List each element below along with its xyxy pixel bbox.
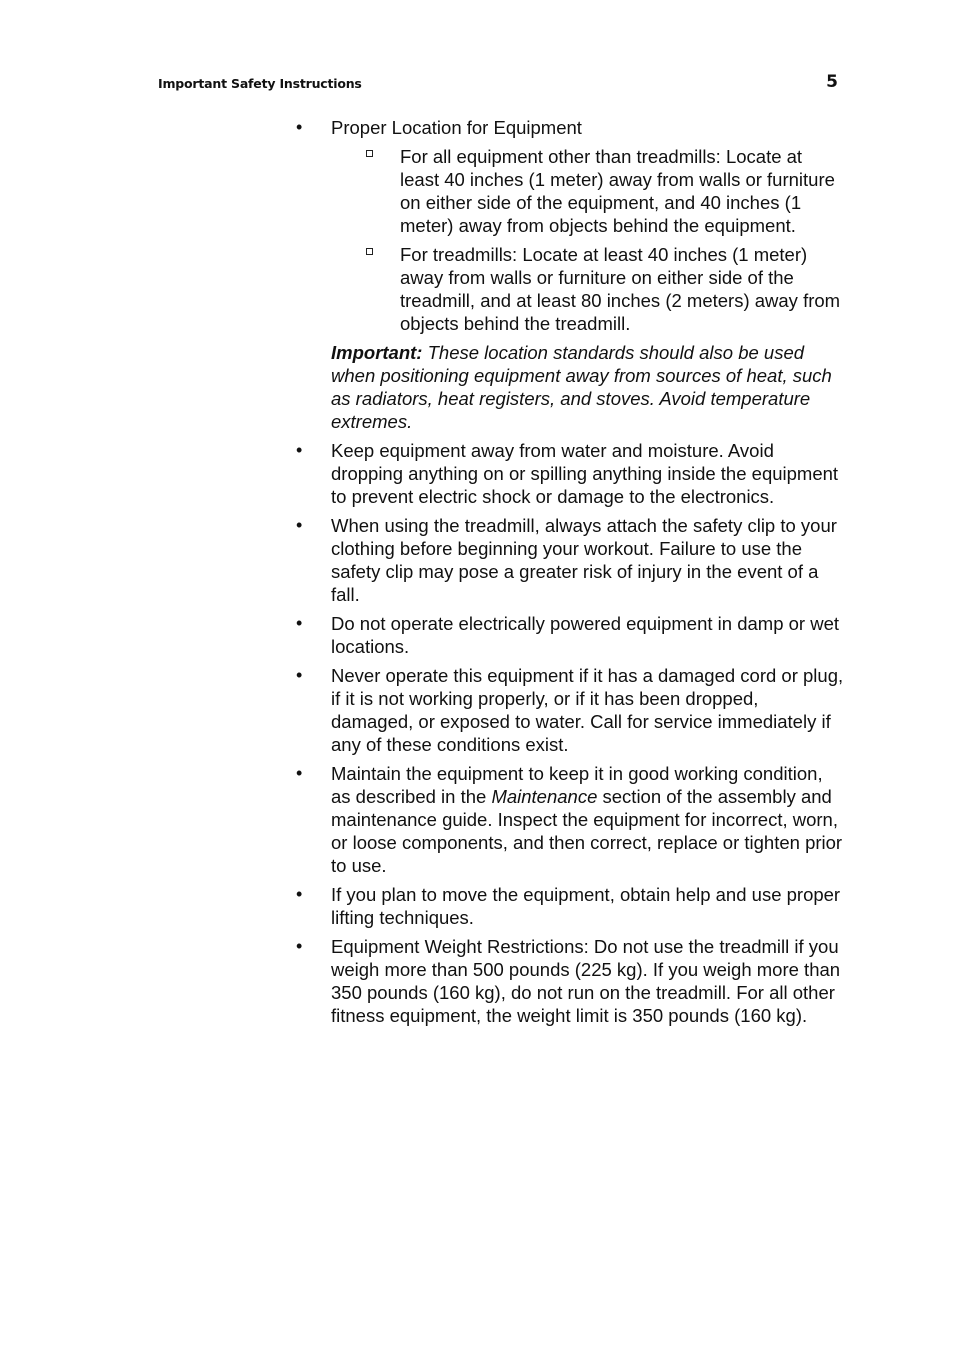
bullet-damp bbox=[294, 612, 844, 658]
sub-item-text: For all equipment other than treadmills: Locate at least 40 inches (1 meter) away from walls or furniture on either side of the equipment, and 40 inches (1 meter) away from objects behind the equipment. bbox=[400, 146, 835, 236]
bullet-text: Never operate this equipment if it has a damaged cord or plug, if it is not working properly, or if it has been dropped, damaged, or exposed to water. Call for service immediately if any of these conditions exist. bbox=[331, 665, 844, 755]
bullet-text bbox=[331, 763, 842, 876]
maintain-text-after: section of the assembly and maintenance guide. Inspect the equipment for incorrect, worn, or loose components, and then correct, replace or tighten prior to use. bbox=[331, 786, 843, 876]
bullet-text: Do not operate electrically powered equipment in damp or wet locations. bbox=[331, 613, 840, 657]
square-bullet-icon bbox=[366, 248, 373, 255]
bullet-icon: • bbox=[296, 936, 303, 956]
bullet-text: If you plan to move the equipment, obtain help and use proper lifting techniques. bbox=[331, 884, 841, 928]
important-note bbox=[331, 341, 844, 433]
bullet-maintain bbox=[294, 762, 844, 877]
header-title: Important Safety Instructions bbox=[158, 76, 362, 91]
safety-list bbox=[294, 116, 844, 1033]
bullet-text: Equipment Weight Restrictions: Do not use the treadmill if you weigh more than 500 pounds (225 kg). If you weigh more than 350 pounds (160 kg), do not run on the treadmill. For all other fitness equipment, the weight limit is 350 pounds (160 kg). bbox=[331, 936, 841, 1026]
bullet-weight bbox=[294, 935, 844, 1027]
page-number: 5 bbox=[826, 72, 838, 92]
bullet-water bbox=[294, 439, 844, 508]
location-sub-list bbox=[363, 145, 844, 335]
bullet-icon: • bbox=[296, 440, 303, 460]
bullet-icon: • bbox=[296, 117, 303, 137]
maintenance-emphasis: Maintenance bbox=[491, 786, 598, 807]
bullet-damaged bbox=[294, 664, 844, 756]
bullet-icon: • bbox=[296, 665, 303, 685]
sub-item-treadmills bbox=[363, 243, 844, 335]
page-header bbox=[158, 72, 838, 94]
bullet-text: Keep equipment away from water and moisture. Avoid dropping anything on or spilling anything inside the equipment to prevent electric shock or damage to the electronics. bbox=[331, 440, 839, 507]
bullet-text: When using the treadmill, always attach the safety clip to your clothing before beginning your workout. Failure to use the safety clip may pose a greater risk of injury in the event of a fall. bbox=[331, 515, 837, 605]
sub-item-other-equipment bbox=[363, 145, 844, 237]
bullet-move bbox=[294, 883, 844, 929]
important-label: Important: bbox=[331, 342, 423, 363]
bullet-text: Proper Location for Equipment bbox=[331, 117, 582, 138]
bullet-icon: • bbox=[296, 884, 303, 904]
maintain-text-before: Maintain the equipment to keep it in good working condition, as described in the bbox=[331, 763, 823, 807]
bullet-safety-clip bbox=[294, 514, 844, 606]
bullet-proper-location bbox=[294, 116, 844, 433]
important-text: These location standards should also be used when positioning equipment away from sources of heat, such as radiators, heat registers, and stoves. Avoid temperature extremes. bbox=[331, 342, 832, 432]
bullet-icon: • bbox=[296, 613, 303, 633]
bullet-icon: • bbox=[296, 515, 303, 535]
sub-item-text: For treadmills: Locate at least 40 inches (1 meter) away from walls or furniture on either side of the treadmill, and at least 80 inches (2 meters) away from objects behind the treadmill. bbox=[400, 244, 841, 334]
square-bullet-icon bbox=[366, 150, 373, 157]
bullet-icon: • bbox=[296, 763, 303, 783]
